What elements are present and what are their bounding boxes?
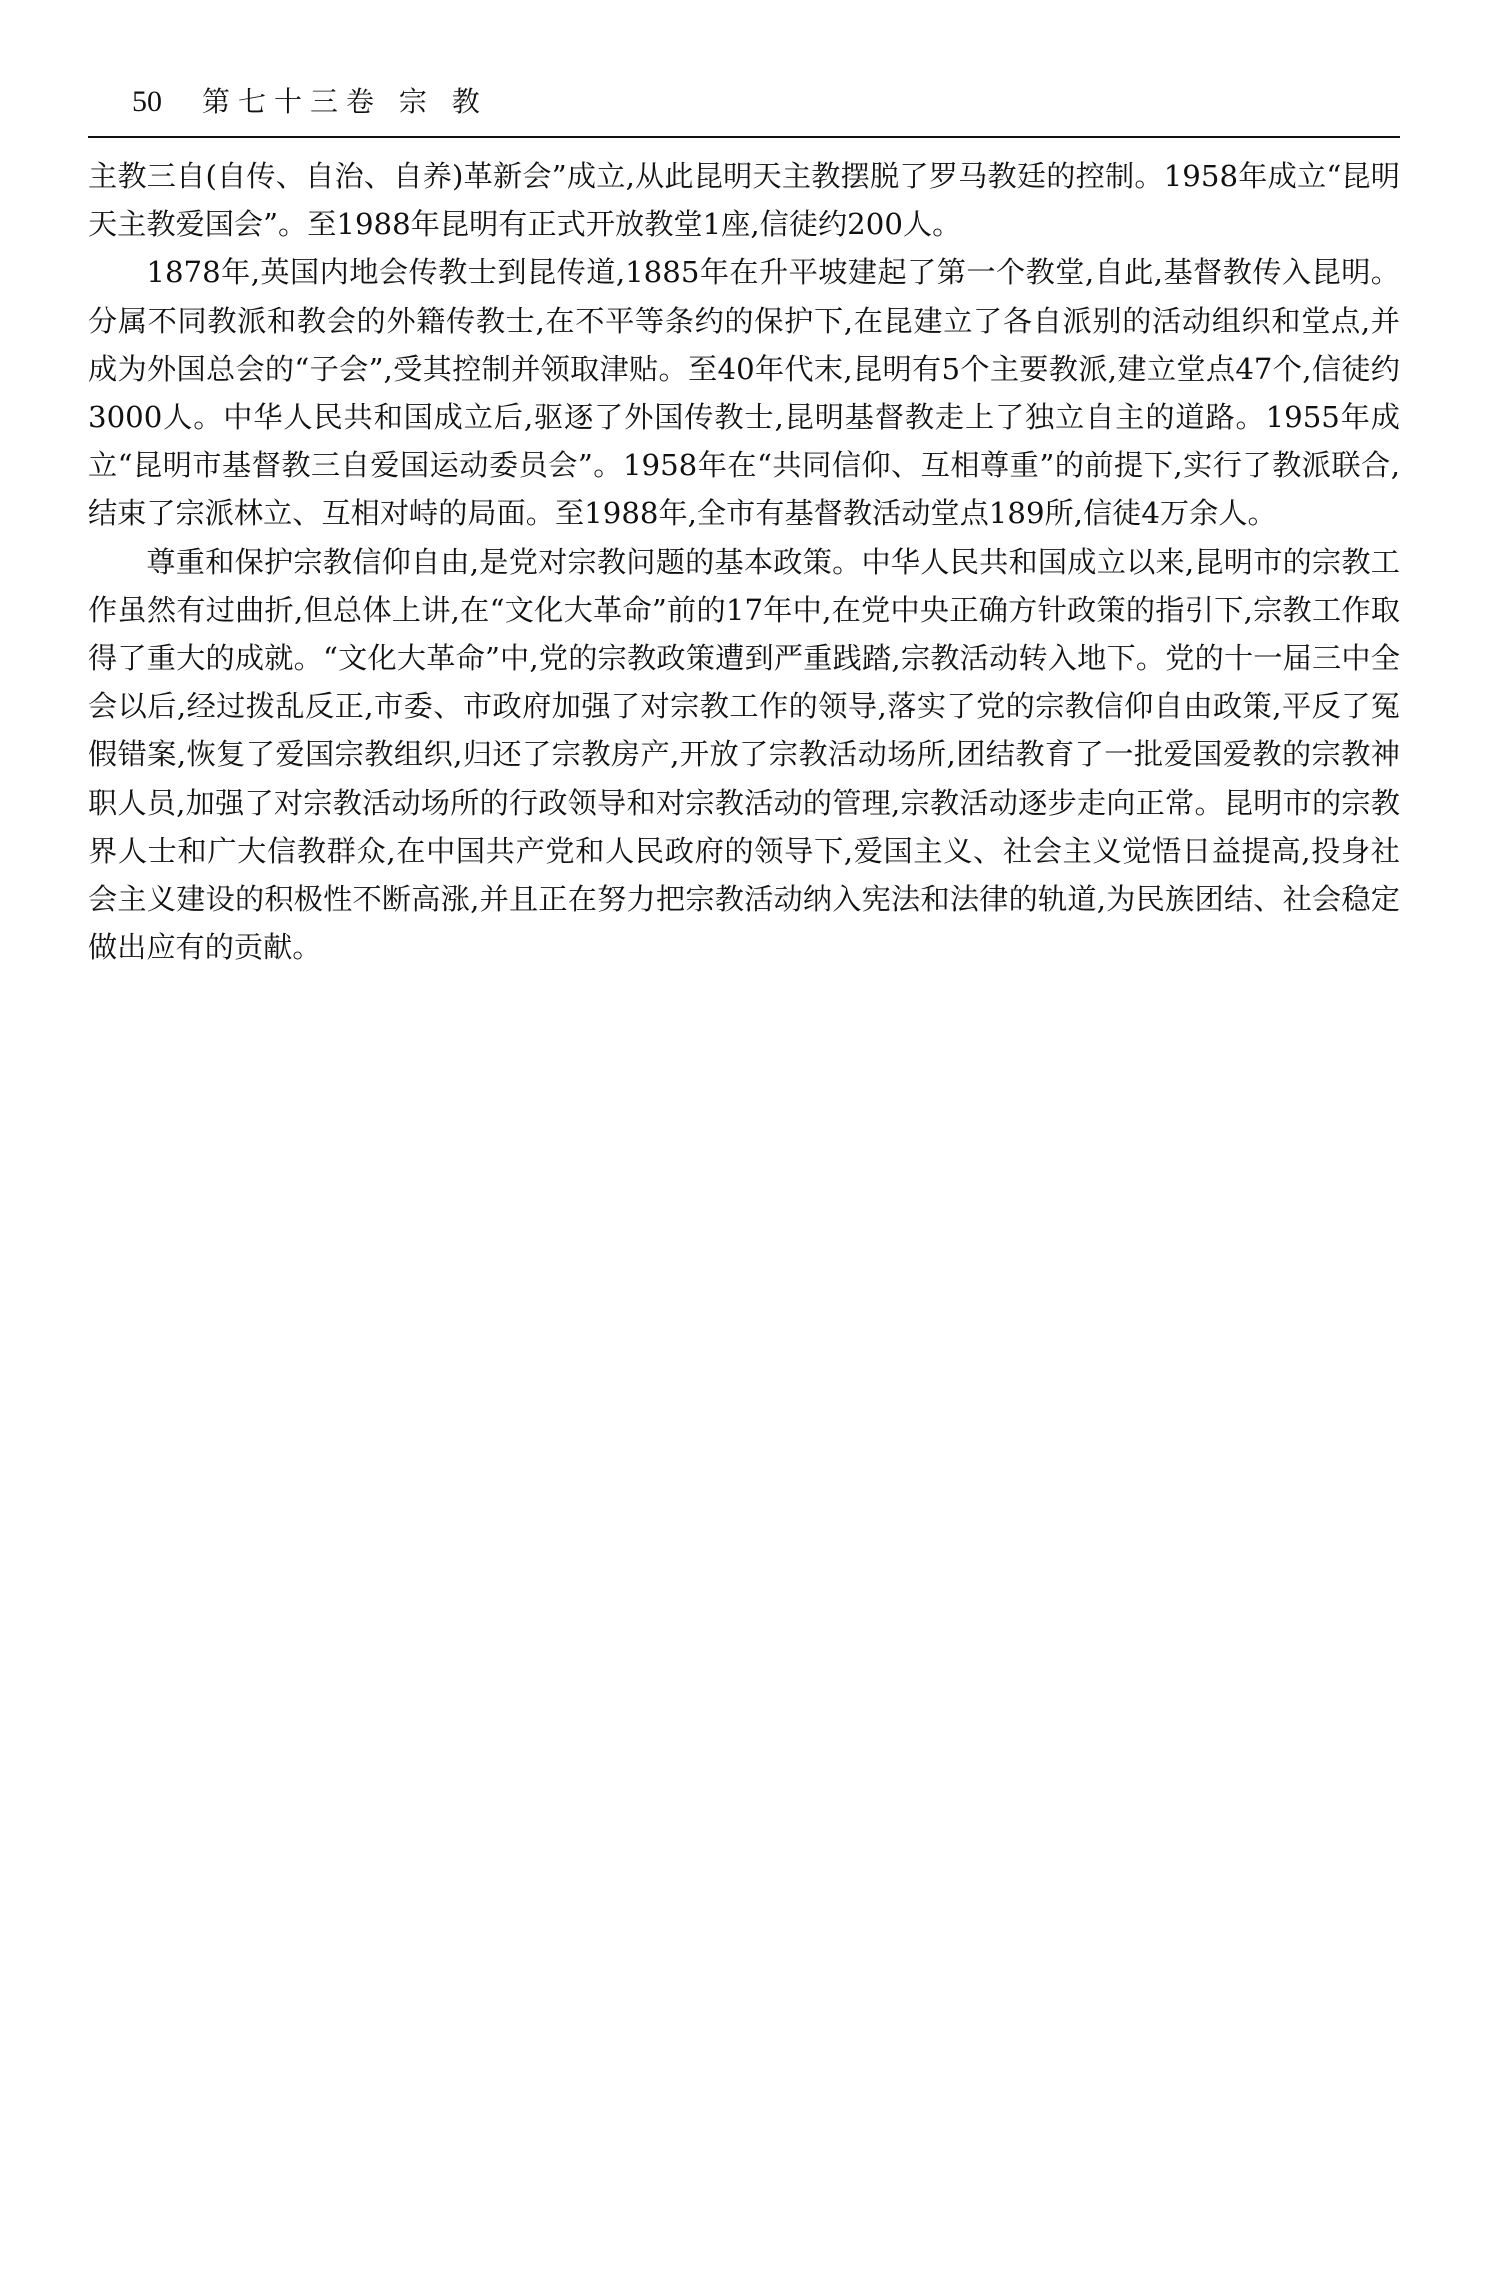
paragraph-catholicism-continued: 主教三自(自传、自治、自养)革新会”成立,从此昆明天主教摆脱了罗马教廷的控制。1958年成立“昆明天主教爱国会”。至1988年昆明有正式开放教堂1座,信徒约200人。	[88, 159, 1400, 242]
paragraph-protestantism: 1878年,英国内地会传教士到昆传道,1885年在升平坡建起了第一个教堂,自此,基督教传入昆明。分属不同教派和教会的外籍传教士,在不平等条约的保护下,在昆建立了各自派别的活动组织和堂点,并成为外国总会的“子会”,受其控制并领取津贴。至40年代末,昆明有5个主要教派,建立堂点47个,信徒约3000人。中华人民共和国成立后,驱逐了外国传教士,昆明基督教走上了独立自主的道路。1955年成立“昆明市基督教三自爱国运动委员会”。1958年在“共同信仰、互相尊重”的前提下,实行了教派联合,结束了宗派林立、互相对峙的局面。至1988年,全市有基督教活动堂点189所,信徒4万余人。	[88, 255, 1400, 531]
paragraph-religious-policy: 尊重和保护宗教信仰自由,是党对宗教问题的基本政策。中华人民共和国成立以来,昆明市的宗教工作虽然有过曲折,但总体上讲,在“文化大革命”前的17年中,在党中央正确方针政策的指引下,宗教工作取得了重大的成就。“文化大革命”中,党的宗教政策遭到严重践踏,宗教活动转入地下。党的十一届三中全会以后,经过拨乱反正,市委、市政府加强了对宗教工作的领导,落实了党的宗教信仰自由政策,平反了冤假错案,恢复了爱国宗教组织,归还了宗教房产,开放了宗教活动场所,团结教育了一批爱国爱教的宗教神职人员,加强了对宗教活动场所的行政领导和对宗教活动的管理,宗教活动逐步走向正常。昆明市的宗教界人士和广大信教群众,在中国共产党和人民政府的领导下,爱国主义、社会主义觉悟日益提高,投身社会主义建设的积极性不断高涨,并且正在努力把宗教活动纳入宪法和法律的轨道,为民族团结、社会稳定做出应有的贡献。	[88, 544, 1400, 965]
page-number: 50	[132, 85, 162, 118]
book-page	[88, 80, 1400, 971]
running-header	[88, 80, 1400, 138]
running-header-title: 第七十三卷 宗 教	[202, 85, 488, 118]
body-text	[88, 152, 1400, 971]
